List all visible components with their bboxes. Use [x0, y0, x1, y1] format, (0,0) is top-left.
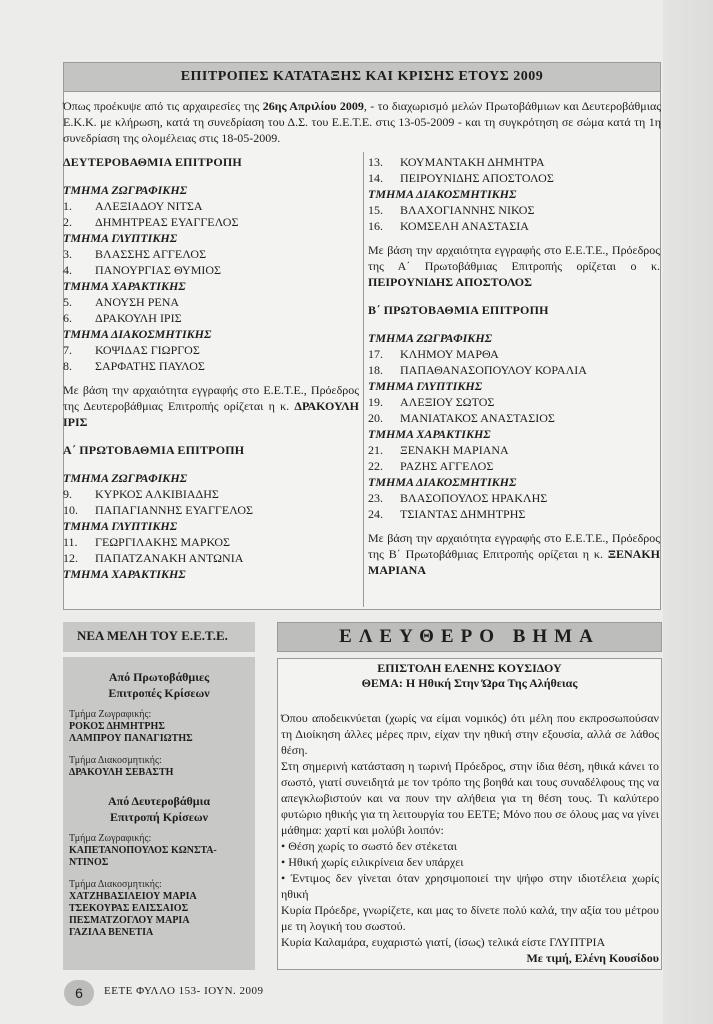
department-heading: ΤΜΗΜΑ ΖΩΓΡΑΦΙΚΗΣ: [63, 471, 188, 485]
president-note: Με βάση την αρχαιότητα εγγραφής στο Ε.Ε.Τ.Ε., Πρόεδρος της Δευτεροβάθμιας Επιτροπής ορίζεται η κ. ΔΡΑΚΟΥΛΗ ΙΡΙΣ: [63, 383, 360, 429]
member-row: 11. ΓΕΩΡΓΙΛΑΚΗΣ ΜΑΡΚΟΣ: [63, 535, 230, 549]
section-heading: Β΄ ΠΡΩΤΟΒΑΘΜΙΑ ΕΠΙΤΡΟΠΗ: [368, 303, 549, 317]
election-date: 26ης Απριλίου 2009: [262, 99, 364, 113]
member-row: 10. ΠΑΠΑΓΙΑΝΝΗΣ ΕΥΑΓΓΕΛΟΣ: [63, 503, 254, 517]
page-number: 6: [64, 980, 94, 1006]
member-row: 12. ΠΑΠΑΤΖΑΝΑΚΗ ΑΝΤΩΝΙΑ: [63, 551, 244, 565]
letter-body: [281, 710, 659, 966]
department-heading: ΤΜΗΜΑ ΧΑΡΑΚΤΙΚΗΣ: [63, 567, 186, 581]
department-heading: ΤΜΗΜΑ ΔΙΑΚΟΣΜΗΤΙΚΗΣ: [63, 327, 212, 341]
member-row: 13. ΚΟΥΜΑΝΤΑΚΗ ΔΗΜΗΤΡΑ: [368, 155, 545, 169]
member-row: 24. ΤΣΙΑΝΤΑΣ ΔΗΜΗΤΡΗΣ: [368, 507, 526, 521]
department-label: Τμήμα Διακοσμητικής:: [69, 879, 162, 890]
letter-bullet: • Θέση χωρίς το σωστό δεν στέκεται: [281, 839, 457, 853]
department-heading: ΤΜΗΜΑ ΔΙΑΚΟΣΜΗΤΙΚΗΣ: [368, 475, 517, 489]
member-row: 19. ΑΛΕΞΙΟΥ ΣΩΤΟΣ: [368, 395, 495, 409]
member-name: ΔΡΑΚΟΥΛΗ ΣΕΒΑΣΤΗ: [69, 767, 174, 778]
member-name: ΝΤΙΝΟΣ: [69, 857, 109, 868]
committees-right-column: [368, 154, 660, 578]
letter-paragraph: Στη σημερινή κατάσταση η τωρινή Πρόεδρος, στην ίδια θέση, ηθικά κάνει το σωστό, γιατί συνειδητά με τον τρόπο της βοηθά και τους συναδέλφους της να απεγκλωβιστούν και να πουν την αλήθεια για τη θέση τους. Τι καλύτερο φυτώριο ηθικής για τη λειτουργία του ΕΕΤΕ; Μόνο που σε όλους μας να γίνει μάθημα: χαρτί και μολύβι λοιπόν:: [281, 759, 659, 837]
member-row: 6. ΔΡΑΚΟΥΛΗ ΙΡΙΣ: [63, 311, 182, 325]
sidebar-group-heading: Από Δευτεροβάθμια Επιτροπή Κρίσεων: [107, 794, 211, 824]
department-label: Τμήμα Ζωγραφικής:: [69, 833, 152, 844]
president-name: ΠΕΙΡΟΥΝΙΔΗΣ ΑΠΟΣΤΟΛΟΣ: [368, 275, 532, 289]
member-name: ΓΑΖΙΛΑ ΒΕΝΕΤΙΑ: [69, 927, 154, 938]
member-row: 4. ΠΑΝΟΥΡΓΙΑΣ ΘΥΜΙΟΣ: [63, 263, 222, 277]
department-heading: ΤΜΗΜΑ ΓΛΥΠΤΙΚΗΣ: [368, 379, 483, 393]
member-row: 20. ΜΑΝΙΑΤΑΚΟΣ ΑΝΑΣΤΑΣΙΟΣ: [368, 411, 555, 425]
member-row: 23. ΒΛΑΣΟΠΟΥΛΟΣ ΗΡΑΚΛΗΣ: [368, 491, 548, 505]
department-heading: ΤΜΗΜΑ ΓΛΥΠΤΙΚΗΣ: [63, 519, 178, 533]
member-row: 2. ΔΗΜΗΤΡΕΑΣ ΕΥΑΓΓΕΛΟΣ: [63, 215, 239, 229]
department-label: Τμήμα Ζωγραφικής:: [69, 709, 152, 720]
committees-left-column: [63, 154, 359, 582]
president-name: ΔΡΑΚΟΥΛΗ ΙΡΙΣ: [63, 399, 360, 429]
section-heading: ΔΕΥΤΕΡΟΒΑΘΜΙΑ ΕΠΙΤΡΟΠΗ: [63, 155, 242, 169]
president-note: Με βάση την αρχαιότητα εγγραφής στο Ε.Ε.Τ.Ε., Πρόεδρος της Β΄ Πρωτοβάθμιας Επιτροπής ορίζεται η κ. ΞΕΝΑΚΗ ΜΑΡΙΑΝΑ: [368, 531, 661, 577]
department-heading: ΤΜΗΜΑ ΧΑΡΑΚΤΙΚΗΣ: [63, 279, 186, 293]
member-row: 15. ΒΛΑΧΟΓΙΑΝΝΗΣ ΝΙΚΟΣ: [368, 203, 535, 217]
committees-intro: Όπως προέκυψε από τις αρχαιρεσίες της 26ης Απριλίου 2009, - το διαχωρισμό μελών Πρωτοβάθμιων και Δευτεροβάθμιας Ε.Κ.Κ. με κλήρωση, κατά τη συνεδρίαση του Δ.Σ. του Ε.Ε.Τ.Ε. στις 13-05-2009 - και τη συγκρότηση σε σώμα κατά τη 1η συνεδρίαση της ολομέλειας στις 18-05-2009.: [63, 99, 661, 145]
department-label: Τμήμα Διακοσμητικής:: [69, 755, 162, 766]
member-name: ΤΣΕΚΟΥΡΑΣ ΕΛΙΣΣΑΙΟΣ: [69, 903, 189, 914]
member-row: 7. ΚΟΨΙΔΑΣ ΓΙΩΡΓΟΣ: [63, 343, 200, 357]
committees-banner: ΕΠΙΤΡΟΠΕΣ ΚΑΤΑΤΑΞΗΣ ΚΑΙ ΚΡΙΣΗΣ ΕΤΟΥΣ 2009: [63, 62, 661, 92]
member-row: 18. ΠΑΠΑΘΑΝΑΣΟΠΟΥΛΟΥ ΚΟΡΑΛΙΑ: [368, 363, 587, 377]
member-row: 16. ΚΟΜΣΕΛΗ ΑΝΑΣΤΑΣΙΑ: [368, 219, 529, 233]
department-heading: ΤΜΗΜΑ ΖΩΓΡΑΦΙΚΗΣ: [63, 183, 188, 197]
member-row: 22. ΡΑΖΗΣ ΑΓΓΕΛΟΣ: [368, 459, 494, 473]
member-row: 5. ΑΝΟΥΣΗ ΡΕΝΑ: [63, 295, 180, 309]
new-members-sidebar: [63, 622, 255, 970]
member-row: 8. ΣΑΡΦΑΤΗΣ ΠΑΥΛΟΣ: [63, 359, 205, 373]
letter-title: ΕΠΙΣΤΟΛΗ ΕΛΕΝΗΣ ΚΟΥΣΙΔΟΥ: [377, 661, 562, 675]
letter-bullet: • Ηθική χωρίς ειλικρίνεια δεν υπάρχει: [281, 855, 464, 869]
department-heading: ΤΜΗΜΑ ΓΛΥΠΤΙΚΗΣ: [63, 231, 178, 245]
column-divider: [363, 152, 364, 607]
letter-subject: ΘΕΜΑ: Η Ηθική Στην Ώρα Της Αλήθειας: [361, 676, 578, 690]
free-tribune-banner: ΕΛΕΥΘΕΡΟ ΒΗΜΑ: [277, 622, 662, 652]
section-heading: Α΄ ΠΡΩΤΟΒΑΘΜΙΑ ΕΠΙΤΡΟΠΗ: [63, 443, 245, 457]
member-row: 14. ΠΕΙΡΟΥΝΙΔΗΣ ΑΠΟΣΤΟΛΟΣ: [368, 171, 554, 185]
department-heading: ΤΜΗΜΑ ΧΑΡΑΚΤΙΚΗΣ: [368, 427, 491, 441]
member-name: ΛΑΜΠΡΟΥ ΠΑΝΑΓΙΩΤΗΣ: [69, 733, 193, 744]
member-name: ΚΑΠΕΤΑΝΟΠΟΥΛΟΣ ΚΩΝΣΤΑ-: [69, 845, 217, 856]
president-name: ΞΕΝΑΚΗ ΜΑΡΙΑΝΑ: [368, 547, 661, 577]
letter-signature: Με τιμή, Ελένη Κουσίδου: [526, 951, 659, 965]
member-name: ΧΑΤΖΗΒΑΣΙΛΕΙΟΥ ΜΑΡΙΑ: [69, 891, 197, 902]
department-heading: ΤΜΗΜΑ ΔΙΑΚΟΣΜΗΤΙΚΗΣ: [368, 187, 517, 201]
member-name: ΠΕΣΜΑΤΖΟΓΛΟΥ ΜΑΡΙΑ: [69, 915, 190, 926]
department-heading: ΤΜΗΜΑ ΖΩΓΡΑΦΙΚΗΣ: [368, 331, 493, 345]
adjacent-page-edge: [663, 0, 713, 1024]
member-row: 9. ΚΥΡΚΟΣ ΑΛΚΙΒΙΑΔΗΣ: [63, 487, 219, 501]
member-row: 21. ΞΕΝΑΚΗ ΜΑΡΙΑΝΑ: [368, 443, 509, 457]
letter-bullet: • Έντιμος δεν γίνεται όταν χρησιμοποιεί την ψήφο στην ιδιοτέλεια χωρίς ηθική: [281, 871, 659, 901]
member-row: 1. ΑΛΕΞΙΑΔΟΥ ΝΙΤΣΑ: [63, 199, 203, 213]
letter-paragraph: Κυρία Καλαμάρα, ευχαριστώ γιατί, (ίσως) τελικά είστε ΓΛΥΠΤΡΙΑ: [281, 935, 606, 949]
member-row: 17. ΚΛΗΜΟΥ ΜΑΡΘΑ: [368, 347, 499, 361]
footer-issue: ΕΕΤΕ ΦΥΛΛΟ 153- ΙΟΥΝ. 2009: [104, 985, 264, 997]
sidebar-body: [63, 657, 255, 939]
letter-paragraph: Κυρία Πρόεδρε, γνωρίζετε, και μας το δίνετε πολύ καλά, την αξία του μέτρου με τη λογική του σωστού.: [281, 903, 659, 933]
president-note: Με βάση την αρχαιότητα εγγραφής στο Ε.Ε.Τ.Ε., Πρόεδρος της Α΄ Πρωτοβάθμιας Επιτροπής ορίζεται ο κ. ΠΕΙΡΟΥΝΙΔΗΣ ΑΠΟΣΤΟΛΟΣ: [368, 243, 660, 289]
member-name: ΡΟΚΟΣ ΔΗΜΗΤΡΗΣ: [69, 721, 165, 732]
letter-paragraph: Όπου αποδεικνύεται (χωρίς να είμαι νομικός) ότι μέλη που εκπροσωπούσαν τη Διοίκηση άλλες μέρες πριν, είχαν την ηθική στην εξουσία, αλλά σε λάθος θέση.: [281, 711, 659, 757]
sidebar-group-heading: Από Πρωτοβάθμιες Επιτροπές Κρίσεων: [108, 670, 210, 700]
sidebar-title: ΝΕΑ ΜΕΛΗ ΤΟΥ Ε.Ε.Τ.Ε.: [77, 628, 228, 643]
member-row: 3. ΒΛΑΣΣΗΣ ΑΓΓΕΛΟΣ: [63, 247, 207, 261]
